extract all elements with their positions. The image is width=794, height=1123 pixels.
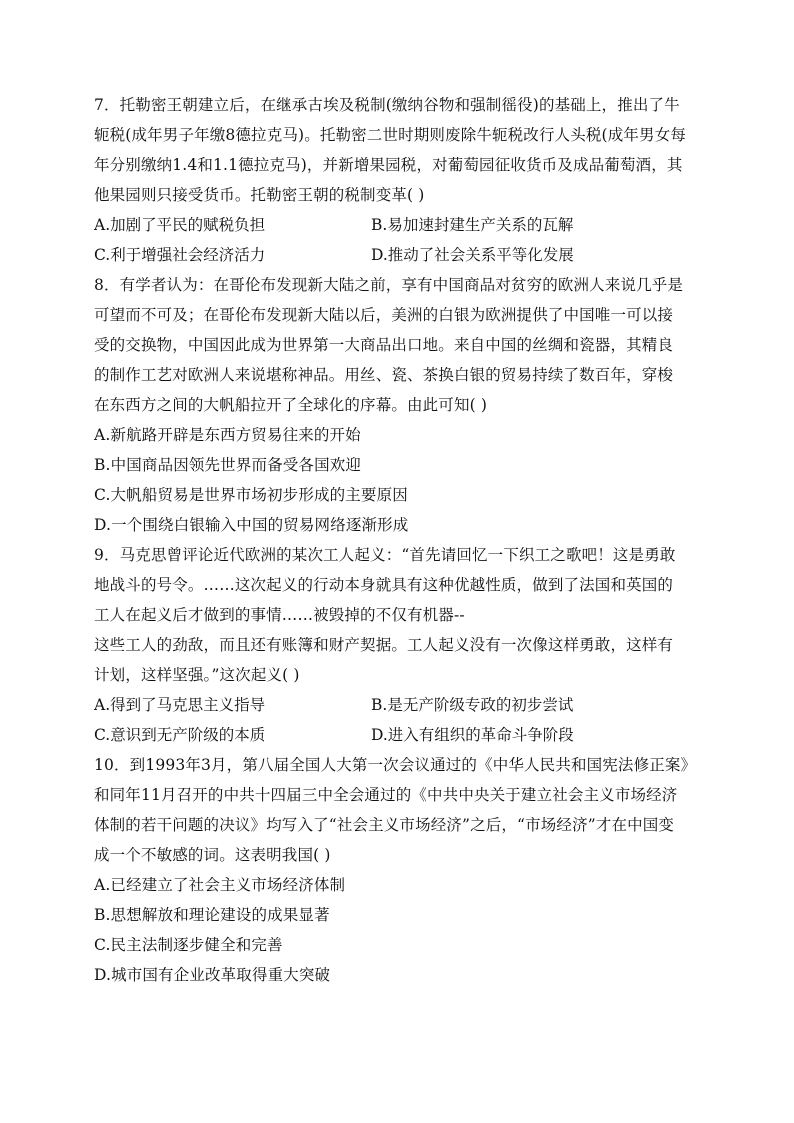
question-7-options-row-2 (94, 240, 700, 270)
option-b: B.易加速封建生产关系的瓦解 (371, 216, 574, 234)
option-b: B.是无产阶级专政的初步尝试 (371, 696, 574, 714)
option-b: B.中国商品因领先世界而备受各国欢迎 (94, 456, 362, 474)
option-c: C.大帆船贸易是世界市场初步形成的主要原因 (94, 486, 408, 504)
option-d: D.城市国有企业改革取得重大突破 (94, 966, 331, 984)
option-c: C.意识到无产阶级的本质 (94, 726, 266, 744)
question-7 (94, 90, 700, 270)
question-7-stem-line: 他果园则只接受货币。托勒密王朝的税制变革( ) (94, 186, 425, 204)
question-8-stem-line: 在东西方之间的大帆船拉开了全球化的序幕。由此可知( ) (94, 396, 488, 414)
option-d: D.进入有组织的革命斗争阶段 (371, 726, 574, 744)
option-a: A.加剧了平民的赋税负担 (94, 216, 266, 234)
question-9-options-row-1 (94, 690, 700, 720)
question-7-options-row-1 (94, 210, 700, 240)
option-a: A.已经建立了社会主义市场经济体制 (94, 876, 346, 894)
question-10-stem-line: 和同年11月召开的中共十四届三中全会通过的《中共中央关于建立社会主义市场经济 (94, 786, 678, 804)
option-a: A.新航路开辟是东西方贸易往来的开始 (94, 426, 361, 444)
option-a: A.得到了马克思主义指导 (94, 696, 266, 714)
question-10-stem-line: 10．到1993年3月，第八届全国人大第一次会议通过的《中华人民共和国宪法修正案》 (94, 756, 697, 774)
question-9-options-row-2 (94, 720, 700, 750)
question-8-stem-line: 8．有学者认为：在哥伦布发现新大陆之前，享有中国商品对贫穷的欧洲人来说几乎是 (94, 276, 684, 294)
question-8-stem-line: 受的交换物，中国因此成为世界第一大商品出口地。来自中国的丝绸和瓷器，其精良 (94, 336, 674, 354)
option-d: D.一个围绕白银输入中国的贸易网络逐渐形成 (94, 516, 409, 534)
question-10 (94, 750, 700, 990)
option-d: D.推动了社会关系平等化发展 (371, 246, 574, 264)
question-7-stem-line: 轭税(成年男子年缴8德拉克马)。托勒密二世时期则废除牛轭税改行人头税(成年男女每 (94, 126, 687, 144)
question-10-stem-line: 体制的若干问题的决议》均写入了“社会主义市场经济”之后，“市场经济”才在中国变 (94, 816, 675, 834)
question-7-stem-line: 7．托勒密王朝建立后，在继承古埃及税制(缴纳谷物和强制徭役)的基础上，推出了牛 (94, 96, 680, 114)
question-9-stem-line: 这些工人的劲敌，而且还有账簿和财产契据。工人起义没有一次像这样勇敢，这样有 (94, 636, 674, 654)
question-9-stem-line: 9．马克思曾评论近代欧洲的某次工人起义：“首先请回忆一下织工之歌吧！这是勇敢 (94, 546, 676, 564)
question-9-stem-line: 计划，这样坚强。”这次起义( ) (94, 666, 300, 684)
option-c: C.民主法制逐步健全和完善 (94, 936, 283, 954)
question-9-stem-line: 工人在起义后才做到的事情……被毁掉的不仅有机器-- (94, 606, 465, 624)
question-10-stem-line: 成一个不敏感的词。这表明我国( ) (94, 846, 331, 864)
question-list (94, 90, 700, 990)
question-7-stem-line: 年分别缴纳1.4和1.1德拉克马)，并新增果园税，对葡萄园征收货币及成品葡萄酒，其 (94, 156, 683, 174)
question-8-stem-line: 的制作工艺对欧洲人来说堪称神品。用丝、瓷、茶换白银的贸易持续了数百年，穿梭 (94, 366, 674, 384)
option-b: B.思想解放和理论建设的成果显著 (94, 906, 330, 924)
option-c: C.利于增强社会经济活力 (94, 246, 266, 264)
question-8 (94, 270, 700, 540)
question-9-stem-line: 地战斗的号令。……这次起义的行动本身就具有这种优越性质，做到了法国和英国的 (94, 576, 674, 594)
question-8-stem-line: 可望而不可及；在哥伦布发现新大陆以后，美洲的白银为欧洲提供了中国唯一可以接 (94, 306, 674, 324)
question-9 (94, 540, 700, 750)
